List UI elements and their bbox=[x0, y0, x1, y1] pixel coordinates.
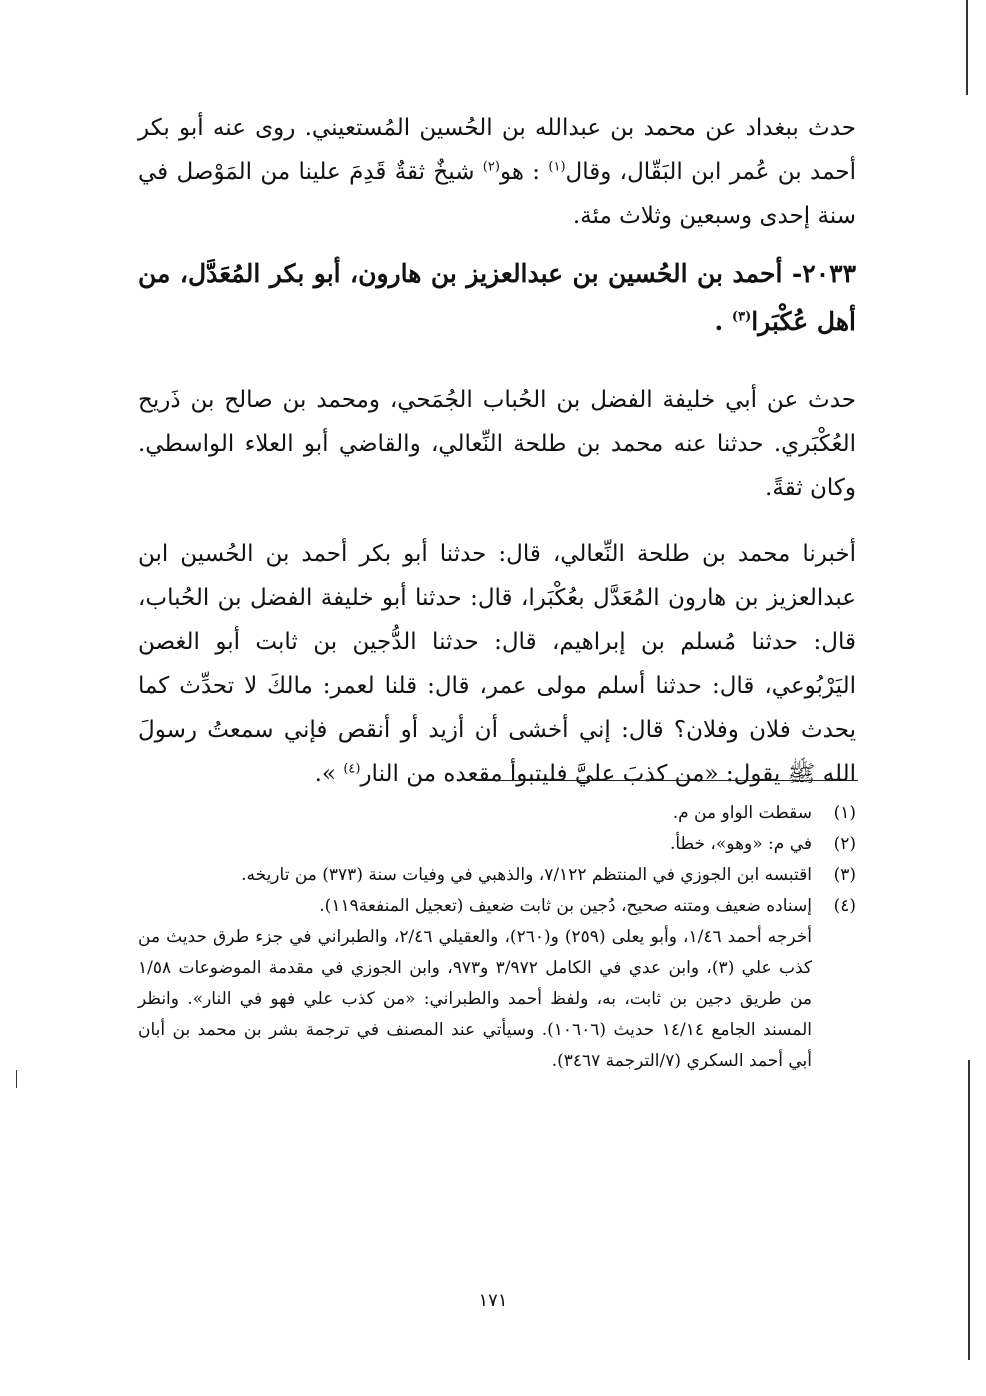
paragraph-2 bbox=[138, 378, 856, 510]
footnote-number: (١) bbox=[833, 803, 856, 823]
page-number: ١٧١ bbox=[478, 1290, 508, 1311]
entry-title: - أحمد بن الحُسين بن عبدالعزيز بن هارون، أبو بكر المُعَدَّل، من أهل عُكْبَرا bbox=[138, 259, 856, 336]
footnote-4 bbox=[138, 891, 856, 922]
footnote-1 bbox=[138, 798, 856, 829]
paragraph-1-text-b: : هو bbox=[499, 159, 549, 185]
paragraph-3-text: أخبرنا محمد بن طلحة النِّعالي، قال: حدثنا أبو بكر أحمد بن الحُسين ابن عبدالعزيز بن هارون المُعَدَّل بعُكْبَرا، قال: حدثنا أبو خليفة الفضل بن الحُباب، قال: حدثنا مُسلم بن إبراهيم، قال: حدثنا الدُّجين بن ثابت أبو الغصن اليَرْبُوعي، قال: حدثنا أسلم مولى عمر، قال: قلنا لعمر: مالكَ لا تحدِّث كما يحدث فلان وفلان؟ قال: إني أخشى أن أزيد أو أنقص فإني سمعتُ رسولَ الله ﷺ يقول: «من كذبَ عليَّ فليتبوأ مقعده من النار bbox=[138, 541, 856, 787]
paragraph-3 bbox=[138, 532, 856, 796]
footnote-4-continuation: أخرجه أحمد ١/٤٦، وأبو يعلى (٢٥٩) و(٢٦٠)، والعقيلي ٢/٤٦، والطبراني في جزء طرق حديث من كذب علي (٣)، وابن عدي في الكامل ٣/٩٧٢ و٩٧٣، وابن الجوزي في مقدمة الموضوعات ١/٥٨ من طريق دجين بن ثابت، به، ولفظ أحمد والطبراني: «من كذب علي فهو في النار». وانظر المسند الجامع ١٤/١٤ حديث (١٠٦٠٦). وسيأتي عند المصنف في ترجمة بشر بن محمد بن أبان أبي أحمد السكري (٧/الترجمة ٣٤٦٧). bbox=[138, 927, 813, 1071]
footnote-2 bbox=[138, 829, 856, 860]
footnote-ref-3: (٣) bbox=[731, 309, 752, 325]
scan-edge-line-bottom bbox=[968, 1060, 970, 1360]
paragraph-1-text-c: شيخٌ ثقةٌ قَدِمَ علينا من المَوْصل في سنة إحدى وسبعين وثلاث مئة. bbox=[138, 159, 856, 229]
entry-heading bbox=[138, 250, 856, 346]
paragraph-3-end: ». bbox=[314, 761, 344, 787]
footnote-number: (٢) bbox=[833, 834, 856, 854]
footnote-text: في م: «وهو»، خطأ. bbox=[669, 834, 812, 854]
footnote-number: (٤) bbox=[833, 896, 856, 916]
entry-number: ٢٠٣٣ bbox=[802, 259, 856, 288]
footnote-ref-2: (٢) bbox=[482, 159, 500, 175]
footnote-ref-1: (١) bbox=[548, 159, 566, 175]
paragraph-1-text: حدث ببغداد عن محمد بن عبدالله بن الحُسين المُستعيني. روى عنه أبو بكر أحمد بن عُمر ابن البَقّال، وقال bbox=[138, 115, 857, 185]
footnote-3 bbox=[138, 860, 856, 891]
entry-title-end: . bbox=[714, 307, 732, 336]
scan-edge-line-top bbox=[966, 0, 968, 95]
paragraph-2-text: حدث عن أبي خليفة الفضل بن الحُباب الجُمَحي، ومحمد بن صالح بن ذَريح العُكْبَري. حدثنا عنه محمد بن طلحة النِّعالي، والقاضي أبو العلاء الواسطي. وكان ثقةً. bbox=[138, 387, 856, 501]
main-text bbox=[138, 100, 856, 796]
paragraph-1 bbox=[138, 106, 856, 238]
footnote-number: (٣) bbox=[833, 865, 856, 885]
footnote-divider bbox=[480, 780, 858, 781]
footnote-ref-4: (٤) bbox=[343, 761, 361, 777]
footnote-text: إسناده ضعيف ومتنه صحيح، دُجين بن ثابت ضعيف (تعجيل المنفعة١١٩). bbox=[319, 896, 812, 916]
footnote-text: اقتبسه ابن الجوزي في المنتظم ٧/١٢٢، والذهبي في وفيات سنة (٣٧٣) من تاريخه. bbox=[241, 865, 812, 885]
scan-edge-mark-left bbox=[16, 1070, 17, 1088]
footnotes bbox=[138, 798, 856, 1077]
footnote-text: سقطت الواو من م. bbox=[672, 803, 812, 823]
